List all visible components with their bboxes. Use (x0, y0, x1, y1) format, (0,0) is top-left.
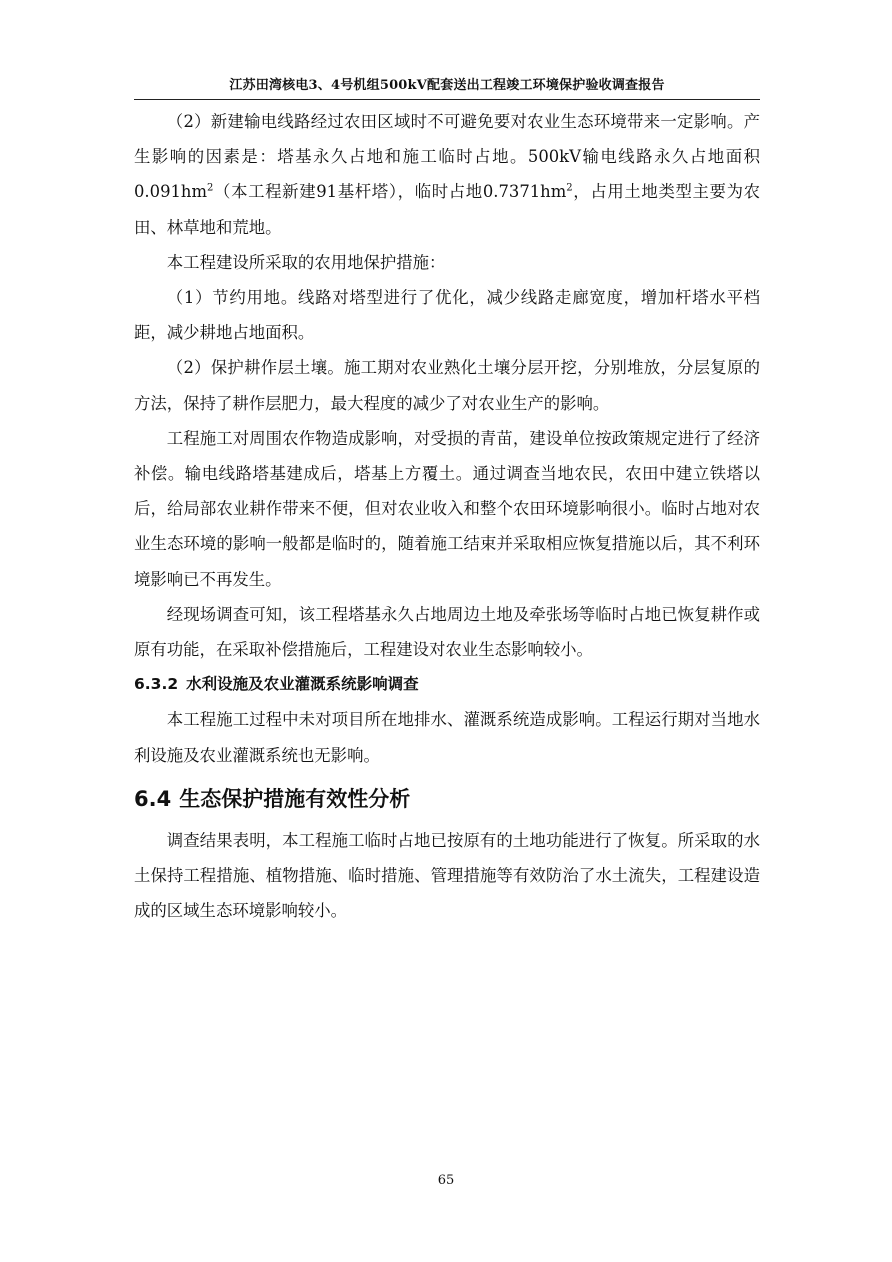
paragraph-save-land: （1）节约用地。线路对塔型进行了优化，减少线路走廊宽度，增加杆塔水平档距，减少耕地占地面积。 (134, 288, 760, 343)
subsection-number: 6.3.2 (134, 675, 179, 694)
paragraph-protect-topsoil: （2）保护耕作层土壤。施工期对农业熟化土壤分层开挖，分别堆放，分层复原的方法，保持了耕作层肥力，最大程度的减少了对农业生产的影响。 (134, 358, 760, 413)
superscript-2: 2 (566, 182, 573, 194)
subsection-title: 水利设施及农业灌溉系统影响调查 (186, 675, 419, 694)
paragraph-crop-compensation: 工程施工对周围农作物造成影响，对受损的青苗，建设单位按政策规定进行了经济补偿。输电线路塔基建成后，塔基上方覆土。通过调查当地农民，农田中建立铁塔以后，给局部农业耕作带来不便，但对农业收入和整个农田环境影响很小。临时占地对农业生态环境的影响一般都是临时的，随着施工结束并采取相应恢复措施以后，其不利环境影响已不再发生。 (134, 428, 760, 589)
paragraph-farmland-impact-part2: （本工程新建91基杆塔），临时占地0.7371hm (213, 182, 567, 202)
body-text (134, 104, 760, 928)
paragraph-farmland-impact-part1: （2）新建输电线路经过农田区域时不可避免要对农业生态环境带来一定影响。产生影响的因素是：塔基永久占地和施工临时占地。500kV输电线路永久占地面积0.091hm (134, 112, 760, 202)
header-rule (134, 99, 760, 100)
paragraph-protection-measures-intro: 本工程建设所采取的农用地保护措施： (166, 252, 446, 272)
paragraph-irrigation: 本工程施工过程中未对项目所在地排水、灌溉系统造成影响。工程运行期对当地水利设施及农业灌溉系统也无影响。 (134, 710, 760, 765)
section-heading-6-4 (134, 777, 760, 823)
section-number: 6.4 (134, 786, 172, 811)
paragraph-farmland-impact-part3: ，占用土地类型主要为农田、林草地和荒地。 (134, 182, 761, 237)
paragraph-farmland-impact (134, 104, 760, 245)
subsection-heading-6-3-2 (134, 667, 760, 702)
page-number: 65 (437, 1173, 455, 1188)
paragraph-effectiveness: 调查结果表明，本工程施工临时占地已按原有的土地功能进行了恢复。所采取的水土保持工程措施、植物措施、临时措施、管理措施等有效防治了水土流失，工程建设造成的区域生态环境影响较小。 (134, 830, 760, 921)
superscript-2: 2 (207, 182, 214, 194)
section-title: 生态保护措施有效性分析 (179, 786, 411, 811)
running-header: 江苏田湾核电3、4号机组500kV配套送出工程竣工环境保护验收调查报告 (229, 78, 665, 93)
paragraph-site-survey: 经现场调查可知，该工程塔基永久占地周边土地及牵张场等临时占地已恢复耕作或原有功能，在采取补偿措施后，工程建设对农业生态影响较小。 (134, 604, 760, 660)
